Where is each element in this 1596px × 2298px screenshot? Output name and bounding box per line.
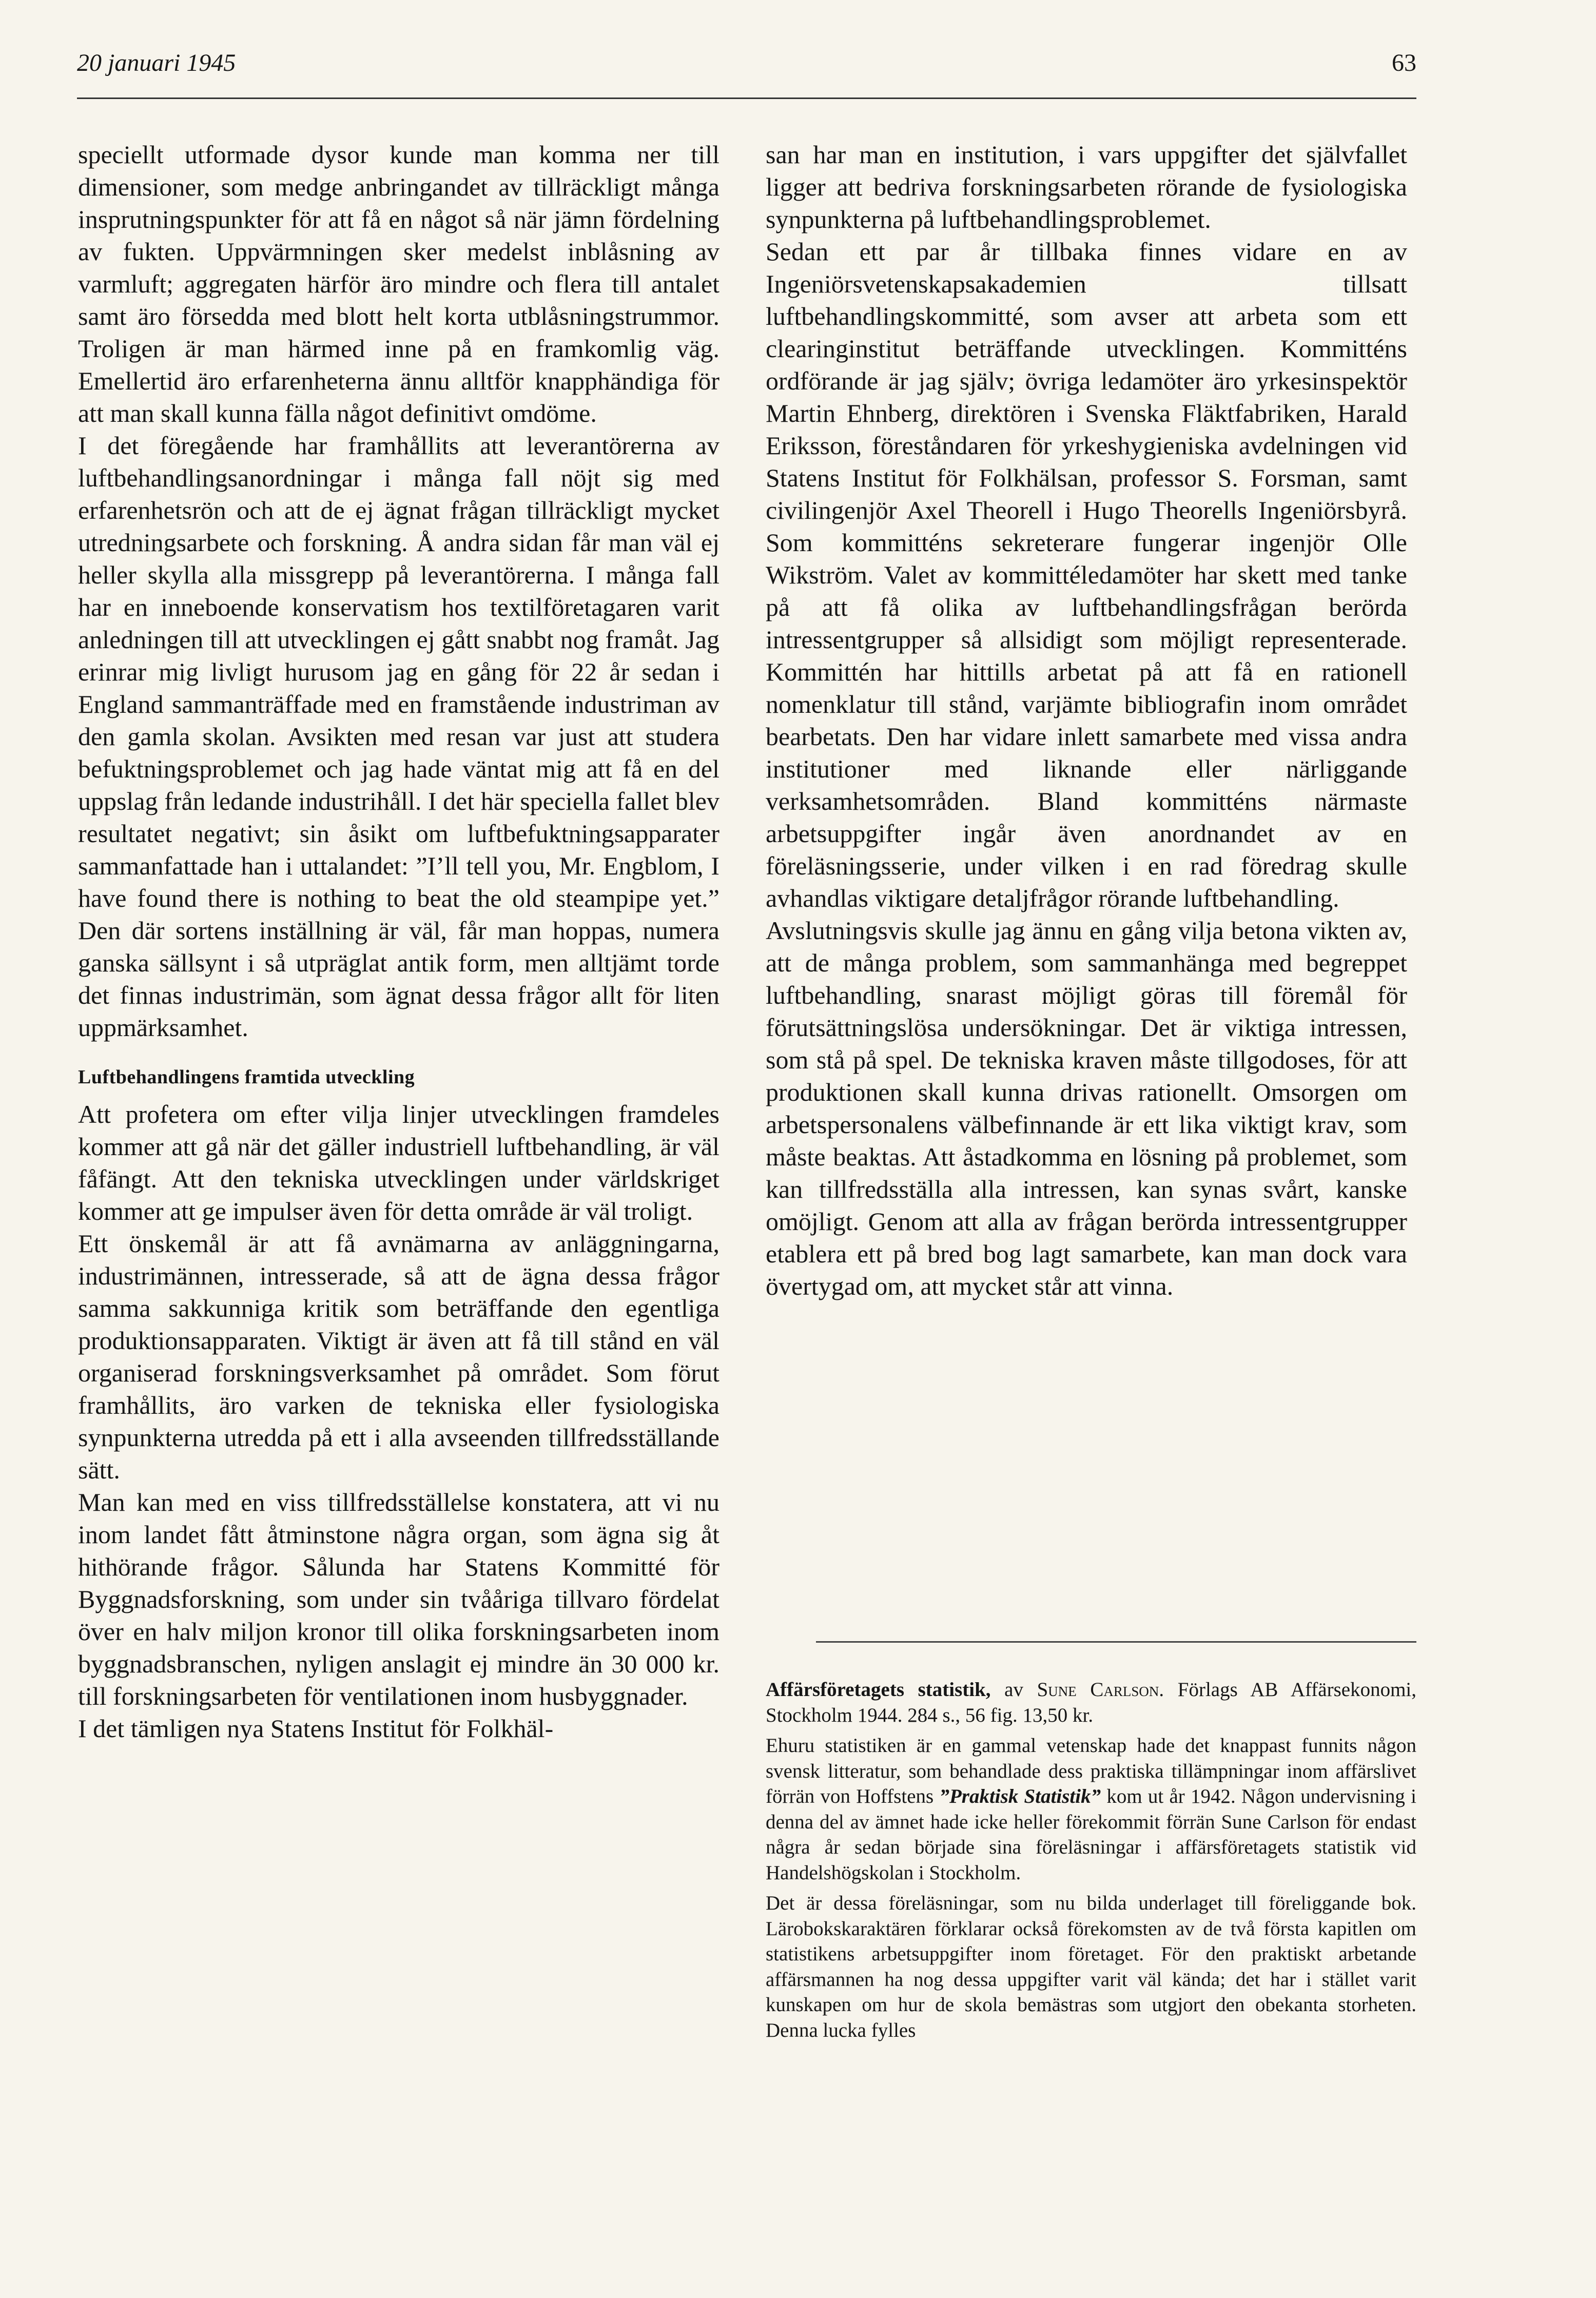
page-header xyxy=(77,49,1416,80)
issue-date: 20 januari 1945 xyxy=(77,49,236,76)
left-column xyxy=(78,139,719,1745)
paragraph: Ett önskemål är att få avnämarna av anläggningarna, industrimännen, intresserade, så att de ägna dessa frågor samma sakkunniga kritik som beträffande den egentliga produktionsapparaten. Viktigt är även att få till stånd en väl organiserad forskningsverksamhet på området. Som förut framhållits, äro varken de tekniska eller fysiologiska synpunkterna utredda på ett i alla avseenden tillfredsställande sätt. xyxy=(78,1229,719,1484)
review-separator-rule xyxy=(816,1641,1416,1643)
paragraph: Att profetera om efter vilja linjer utvecklingen framdeles kommer att gå när det gäller industriell luftbehandling, är väl fåfängt. Att den tekniska utvecklingen under världskriget kommer att ge impulser även för detta område är väl troligt. xyxy=(78,1100,719,1225)
review-cited-title: ”Praktisk Statistik” xyxy=(939,1785,1101,1807)
paragraph: san har man en institution, i vars uppgifter det självfallet ligger att bedriva forskningsarbeten rörande de fysiologiska synpunkterna på luftbehandlingsproblemet. xyxy=(766,140,1407,233)
paragraph: I det föregående har framhållits att leverantörerna av luftbehandlingsanordningar i många fall nöjt sig med erfarenhetsrön och att de ej ägnat frågan tillräckligt mycket utredningsarbete och forskning. Å andra sidan får man väl ej heller skylla alla missgrepp på leverantörerna. I många fall har en inneboende konservatism hos textilföretagaren varit anledningen till att utvecklingen ej gått snabbt nog framåt. Jag erinrar mig livligt hurusom jag en gång för 22 år sedan i England sammanträffade med en framstående industriman av den gamla skolan. Avsikten med resan var just att studera befuktningsproblemet och jag hade väntat mig att få en del uppslag från ledande industrihåll. I det här speciella fallet blev resultatet negativt; sin åsikt om luftbefuktningsapparater sammanfattade han i uttalandet: ”I’ll tell you, Mr. Engblom, I have found there is nothing to beat the old steampipe yet.” Den där sortens inställning är väl, får man hoppas, numera ganska sällsynt i så utpräglat antik form, men alltjämt torde det finnas industrimän, som ägnat dessa frågor allt för liten uppmärksamhet. xyxy=(78,431,719,1042)
review-text: Ehuru statistiken är en gammal vetenskap hade det knappast funnits någon svensk litteratur, som behandlade dess praktiska tillämpningar inom affärslivet förrän von Hoffstens xyxy=(766,1735,1416,1807)
review-book-title: Affärsföretagets statistik, xyxy=(766,1679,991,1701)
paragraph: I det tämligen nya Statens Institut för Folkhäl- xyxy=(78,1714,554,1743)
review-paragraph xyxy=(766,1733,1416,1885)
header-rule xyxy=(77,98,1416,99)
paragraph: Man kan med en viss tillfredsställelse konstatera, att vi nu inom landet fått åtminstone några organ, som ägna sig åt hithörande frågor. Sålunda har Statens Kommitté för Byggnadsforskning, som under sin tvååriga tillvaro fördelat över en halv miljon kronor till olika forskningsarbeten inom byggnadsbranschen, nyligen anslagit ej mindre än 30 000 kr. till forskningsarbeten för ventilationen inom husbyggnader. xyxy=(78,1488,719,1710)
review-author: Sune Carlson xyxy=(1037,1679,1159,1701)
review-by: av xyxy=(990,1679,1037,1701)
paragraph: Sedan ett par år tillbaka finnes vidare en av Ingeniörsvetenskapsakademien tillsatt luftbehandlingskommitté, som avser att arbeta som ett clearinginstitut beträffande utvecklingen. Kommitténs ordförande är jag själv; övriga ledamöter äro yrkesinspektör Martin Ehnberg, direktören i Svenska Fläktfabriken, Harald Eriksson, föreståndaren för yrkeshygieniska avdelningen vid Statens Institut för Folkhälsan, professor S. Forsman, samt civilingenjör Axel Theorell i Hugo Theorells Ingeniörsbyrå. Som kommitténs sekreterare fungerar ingenjör Olle Wikström. Valet av kommittéledamöter har skett med tanke på att få olika av luftbehandlingsfrågan berörda intressentgrupper så allsidigt som möjligt representerade. Kommittén har hittills arbetat på att få en rationell nomenklatur till stånd, varjämte bibliografin inom området bearbetats. Den har vidare inlett samarbete med vissa andra institutioner med liknande eller närliggande verksamhetsområden. Bland kommitténs närmaste arbetsuppgifter ingår även anordnandet av en föreläsningsserie, under vilken i en rad föredrag skulle avhandlas viktigare detaljfrågor rörande luftbehandling. xyxy=(766,237,1407,912)
review-paragraph: Det är dessa föreläsningar, som nu bilda underlaget till föreliggande bok. Lärobokskaraktären förklarar också förekomsten av de två första kapitlen om statistikens arbetsuppgifter inom företaget. För den praktiskt arbetande affärsmannen ha nog dessa uppgifter varit väl kända; det har i stället varit kunskapen om hur de skola bemästras som utgjort den obekanta storheten. Denna lucka fylles xyxy=(766,1892,1416,2041)
paragraph: speciellt utformade dysor kunde man komma ner till dimensioner, som medge anbringandet av tillräckligt många insprutningspunkter för att få en något så när jämn fördelning av fukten. Uppvärmningen sker medelst inblåsning av varmluft; aggregaten härför äro mindre och flera till antalet samt äro försedda med blott helt korta utblåsningstrummor. Troligen är man härmed inne på en framkomlig väg. Emellertid äro erfarenheterna ännu alltför knapphändiga för att man skall kunna fälla något definitivt omdöme. xyxy=(78,140,719,427)
section-heading: Luftbehandlingens framtida utveckling xyxy=(78,1066,415,1088)
book-review xyxy=(766,1677,1416,2043)
paragraph: Avslutningsvis skulle jag ännu en gång vilja betona vikten av, att de många problem, som sammanhänga med begreppet luftbehandling, snarast möjligt göras till föremål för förutsättningslösa undersökningar. Det är viktiga intressen, som stå på spel. De tekniska kraven måste tillgodoses, för att produktionen skall kunna drivas rationellt. Omsorgen om arbetspersonalens välbefinnande är ett lika viktigt krav, som måste beaktas. Att åstadkomma en lösning på problemet, som kan tillfredsställa alla intressen, kan synas svårt, kanske omöjligt. Genom att alla av frågan berörda intressentgrupper etablera ett på bred bog lagt samarbete, kan man dock vara övertygad om, att mycket står att vinna. xyxy=(766,916,1407,1300)
page-number: 63 xyxy=(1392,49,1416,76)
right-column xyxy=(766,139,1407,1302)
review-text: kom ut år 1942. Någon undervisning i denna del av ämnet hade icke heller förekommit förrän Sune Carlson för endast några år sedan började sina föreläsningar i affärsföretagets statistik vid Handelshögskolan i Stockholm. xyxy=(766,1785,1416,1884)
review-citation xyxy=(766,1677,1416,1728)
review-publisher: . Förlags AB Affärsekonomi, Stockholm 1944. 284 s., 56 fig. 13,50 kr. xyxy=(766,1679,1417,1726)
